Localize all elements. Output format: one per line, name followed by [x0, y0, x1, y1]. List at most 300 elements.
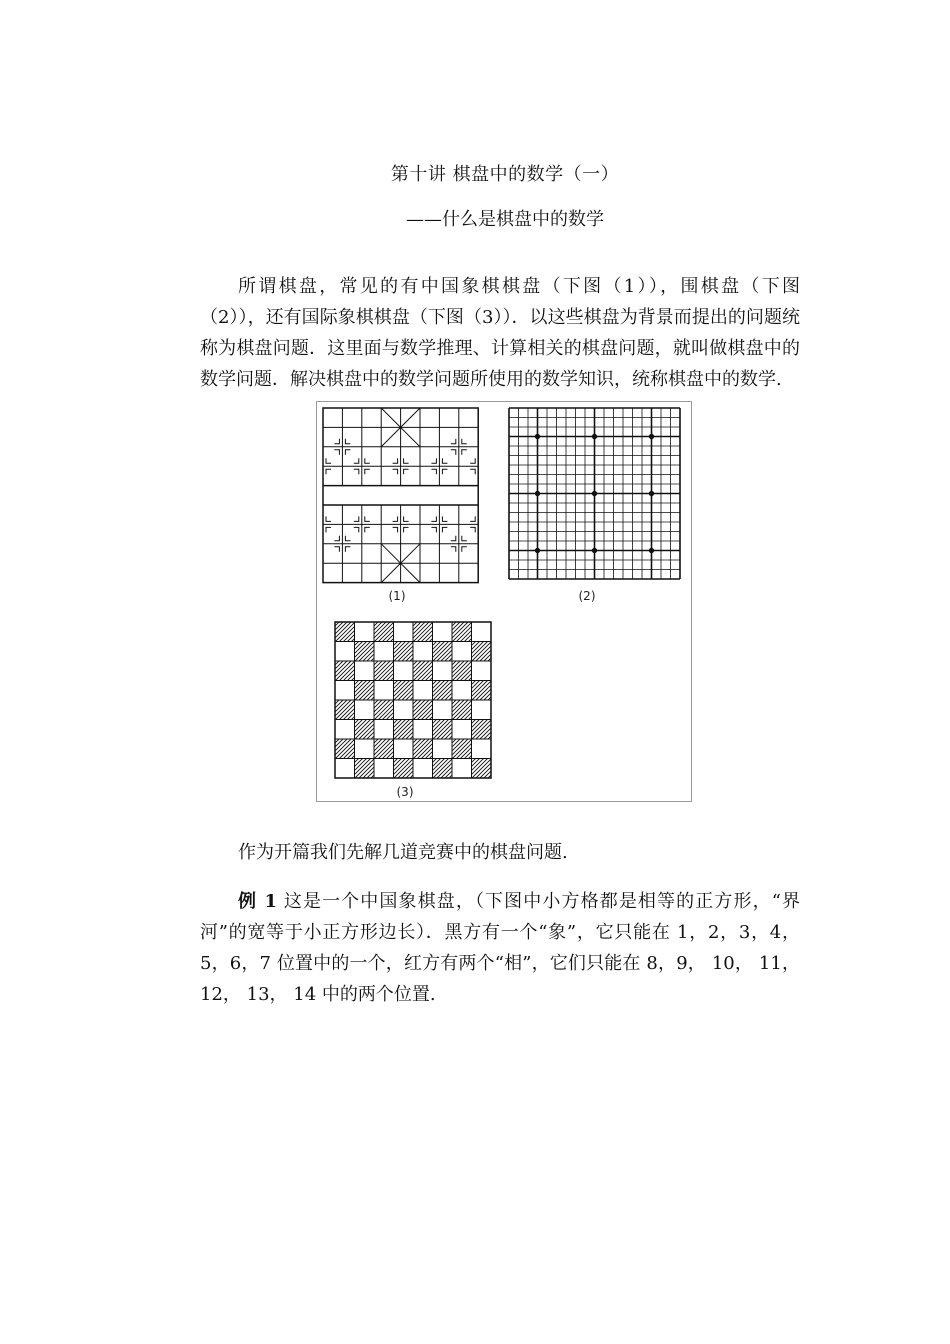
go-star-point	[592, 434, 596, 438]
chess-hatch-line	[363, 700, 383, 720]
chess-hatch-line	[468, 681, 488, 701]
chess-hatch-line	[414, 622, 434, 642]
chess-hatch-line	[398, 720, 418, 740]
chess-hatch-line	[347, 720, 367, 740]
chess-hatch-line	[317, 622, 335, 642]
chess-hatch-line	[429, 642, 449, 662]
chess-hatch-line	[382, 759, 402, 779]
chess-hatch-line	[406, 720, 426, 740]
chess-hatch-line	[374, 642, 394, 662]
chess-hatch-line	[394, 661, 414, 681]
chess-hatch-line	[452, 759, 472, 779]
chess-hatch-line	[453, 622, 473, 642]
chess-hatch-line	[375, 739, 395, 759]
chess-hatch-line	[465, 739, 485, 759]
chess-hatch-line	[445, 720, 465, 740]
chess-hatch-line	[371, 739, 391, 759]
chess-hatch	[433, 622, 489, 642]
xiangqi-marker	[365, 469, 370, 474]
go-star-point	[649, 434, 653, 438]
chess-hatch-line	[433, 720, 453, 740]
chess-hatch-line	[363, 681, 383, 701]
chess-hatch-line	[449, 700, 469, 720]
xiangqi-marker	[470, 527, 475, 532]
chess-hatch-line	[379, 622, 399, 642]
chess-hatch-line	[484, 759, 504, 779]
chess-hatch-line	[441, 759, 461, 779]
chess-hatch-line	[426, 661, 446, 681]
chess-hatch	[433, 739, 489, 759]
chess-hatch-line	[383, 661, 403, 681]
chess-hatch-line	[378, 642, 398, 662]
chess-hatch	[452, 681, 508, 701]
chess-hatch-line	[413, 759, 433, 779]
chess-hatch	[452, 759, 508, 779]
chess-hatch-line	[351, 759, 371, 779]
caption-1: (1)	[388, 589, 406, 603]
xiangqi-marker	[354, 516, 359, 521]
go-star-point	[535, 491, 539, 495]
xiangqi-marker	[334, 450, 339, 455]
chess-hatch-line	[433, 642, 453, 662]
chess-hatch-line	[437, 720, 457, 740]
chess-hatch-line	[406, 700, 426, 720]
xiangqi-marker	[431, 516, 436, 521]
chess-hatch-line	[413, 681, 433, 701]
chess-hatch-line	[402, 661, 422, 681]
chess-hatch-line	[460, 642, 480, 662]
chess-hatch-line	[386, 759, 406, 779]
chess-hatch-line	[363, 642, 383, 662]
chess-hatch-line	[359, 642, 379, 662]
chess-hatch-line	[425, 759, 445, 779]
chess-hatch-line	[378, 720, 398, 740]
chess-hatch-line	[480, 681, 500, 701]
chess-hatch-line	[480, 759, 500, 779]
chess-hatch-line	[402, 739, 422, 759]
chess-hatch-line	[417, 681, 437, 701]
chess-hatch-line	[480, 642, 500, 662]
chess-hatch-line	[472, 759, 492, 779]
xiangqi-marker	[326, 527, 331, 532]
chess-hatch	[394, 661, 450, 681]
chess-hatch-line	[429, 759, 449, 779]
chess-hatch-line	[421, 642, 441, 662]
chess-hatch-line	[386, 681, 406, 701]
chess-hatch-line	[422, 739, 442, 759]
chess-hatch-line	[363, 622, 383, 642]
chess-hatch-line	[468, 720, 488, 740]
xiangqi-marker	[442, 458, 447, 463]
xiangqi-marker	[354, 458, 359, 463]
xiangqi-marker	[365, 516, 370, 521]
chess-hatch-line	[363, 739, 383, 759]
chess-hatch-line	[343, 681, 363, 701]
chess-hatch-line	[344, 700, 364, 720]
chess-hatch-line	[336, 700, 356, 720]
chess-hatch-line	[460, 759, 480, 779]
chess-hatch-line	[406, 622, 426, 642]
xiangqi-board	[323, 408, 478, 583]
chess-hatch-line	[379, 739, 399, 759]
go-star-point	[649, 548, 653, 552]
chess-hatch-line	[461, 700, 481, 720]
chess-hatch-line	[410, 622, 430, 642]
chess-hatch-line	[437, 739, 457, 759]
chess-hatch-line	[441, 622, 461, 642]
chess-hatch-line	[375, 622, 395, 642]
chess-hatch	[374, 759, 430, 779]
chess-hatch-line	[437, 661, 457, 681]
xiangqi-marker	[431, 469, 436, 474]
chess-hatch-line	[367, 739, 387, 759]
chess-hatch-line	[449, 622, 469, 642]
chess-hatch-line	[452, 720, 472, 740]
xiangqi-marker	[404, 458, 409, 463]
chess-hatch-line	[363, 720, 383, 740]
chess-hatch-line	[375, 700, 395, 720]
chess-hatch-line	[406, 739, 426, 759]
chess-hatch-line	[394, 681, 414, 701]
chess-hatch-line	[460, 681, 480, 701]
chess-hatch-line	[441, 700, 461, 720]
chess-hatch-line	[406, 661, 426, 681]
xiangqi-marker	[345, 439, 350, 444]
chess-hatch-line	[339, 720, 359, 740]
chess-hatch-line	[414, 739, 434, 759]
chess-hatch-line	[426, 622, 446, 642]
chess-hatch-line	[339, 681, 359, 701]
xiangqi-marker	[462, 450, 467, 455]
chess-hatch-line	[367, 681, 387, 701]
chess-hatch-line	[441, 661, 461, 681]
chess-hatch-line	[433, 661, 453, 681]
chess-hatch	[413, 720, 469, 740]
chess-hatch-line	[418, 622, 438, 642]
chess-hatch-line	[414, 700, 434, 720]
chess-hatch-line	[402, 642, 422, 662]
chess-hatch-line	[437, 622, 457, 642]
chess-hatch-line	[355, 720, 375, 740]
chess-hatch-line	[347, 681, 367, 701]
xiangqi-marker	[345, 450, 350, 455]
chess-hatch-line	[340, 622, 360, 642]
chess-hatch-line	[445, 739, 465, 759]
chess-hatch	[355, 622, 411, 642]
chess-hatch-line	[335, 720, 355, 740]
xiangqi-marker	[470, 516, 475, 521]
xiangqi-marker	[431, 458, 436, 463]
chess-hatch-line	[367, 700, 387, 720]
chess-hatch-line	[347, 642, 367, 662]
go-star-point	[592, 491, 596, 495]
chess-hatch-line	[394, 622, 414, 642]
chess-hatch-line	[355, 739, 375, 759]
chess-hatch-line	[335, 642, 355, 662]
chess-hatch-line	[398, 622, 418, 642]
chess-hatch-line	[433, 759, 453, 779]
chess-board	[317, 622, 508, 778]
chess-hatch-line	[394, 642, 414, 662]
chess-hatch	[413, 759, 469, 779]
chess-hatch-line	[336, 739, 356, 759]
chess-hatch-line	[398, 739, 418, 759]
xiangqi-marker	[470, 469, 475, 474]
opening-paragraph: 作为开篇我们先解几道竞赛中的棋盘问题.	[238, 842, 568, 863]
chess-hatch	[452, 720, 508, 740]
chess-hatch-line	[374, 681, 394, 701]
chess-hatch-line	[317, 661, 335, 681]
chess-hatch	[374, 681, 430, 701]
chess-hatch-line	[344, 622, 364, 642]
chess-hatch-line	[426, 700, 446, 720]
chess-hatch-line	[339, 642, 359, 662]
chess-hatch-line	[457, 700, 477, 720]
chess-hatch	[355, 700, 411, 720]
chess-hatch-line	[394, 739, 414, 759]
chess-hatch	[394, 622, 450, 642]
xiangqi-marker	[451, 547, 456, 552]
chess-hatch-line	[406, 759, 426, 779]
chess-hatch-line	[465, 661, 485, 681]
go-star-point	[535, 548, 539, 552]
chess-hatch-line	[398, 700, 418, 720]
chess-hatch-line	[340, 700, 360, 720]
chess-hatch-line	[441, 720, 461, 740]
chess-hatch-line	[382, 642, 402, 662]
chess-hatch-line	[317, 700, 335, 720]
go-star-point	[649, 491, 653, 495]
xiangqi-marker	[462, 536, 467, 541]
chess-hatch	[394, 700, 450, 720]
chess-hatch-line	[359, 739, 379, 759]
go-star-point	[535, 434, 539, 438]
chess-hatch-line	[328, 661, 348, 681]
xiangqi-marker	[365, 458, 370, 463]
chess-hatch-line	[445, 681, 465, 701]
chess-hatch-line	[387, 700, 407, 720]
chess-hatch-line	[387, 739, 407, 759]
chess-hatch-line	[429, 720, 449, 740]
chess-hatch-line	[317, 739, 335, 759]
chess-hatch-line	[339, 759, 359, 779]
chess-hatch-line	[336, 661, 356, 681]
chess-hatch-line	[336, 622, 356, 642]
xiangqi-marker	[326, 458, 331, 463]
xiangqi-marker	[393, 527, 398, 532]
xiangqi-marker	[431, 527, 436, 532]
chess-hatch-line	[413, 720, 433, 740]
chess-hatch-line	[456, 720, 476, 740]
go-board	[509, 408, 680, 579]
chess-hatch-line	[348, 661, 368, 681]
chess-hatch-line	[398, 681, 418, 701]
chess-hatch	[374, 642, 430, 662]
chess-hatch-line	[425, 681, 445, 701]
chess-hatch-line	[394, 720, 414, 740]
chess-hatch	[355, 661, 411, 681]
chess-hatch-line	[476, 642, 496, 662]
chess-hatch-line	[390, 681, 410, 701]
chess-hatch-line	[363, 759, 383, 779]
chess-hatch-line	[461, 661, 481, 681]
chess-hatch-line	[387, 622, 407, 642]
chessboard-figures-svg	[317, 402, 693, 803]
chess-hatch-line	[425, 720, 445, 740]
go-star-point	[592, 548, 596, 552]
chess-hatch-line	[355, 622, 375, 642]
chess-hatch-line	[367, 720, 387, 740]
chess-hatch-line	[363, 661, 383, 681]
chess-hatch-line	[344, 739, 364, 759]
chess-hatch-line	[452, 642, 472, 662]
chess-hatch-line	[402, 720, 422, 740]
caption-2: (2)	[578, 589, 596, 603]
chess-hatch-line	[355, 642, 375, 662]
chess-hatch-line	[348, 739, 368, 759]
chess-hatch-line	[453, 661, 473, 681]
chess-hatch-line	[398, 661, 418, 681]
xiangqi-marker	[404, 516, 409, 521]
chess-hatch-line	[472, 642, 492, 662]
chess-hatch-line	[422, 661, 442, 681]
chess-hatch-line	[340, 739, 360, 759]
chess-hatch-line	[348, 622, 368, 642]
chess-hatch-line	[457, 739, 477, 759]
chess-hatch-line	[390, 720, 410, 740]
chess-hatch-line	[418, 739, 438, 759]
chess-hatch-line	[464, 642, 484, 662]
chess-hatch-line	[398, 642, 418, 662]
chess-hatch	[394, 739, 450, 759]
chess-hatch-line	[406, 642, 426, 662]
chess-hatch-line	[387, 661, 407, 681]
chess-hatch-line	[453, 739, 473, 759]
chess-hatch-line	[417, 642, 437, 662]
chess-hatch-line	[422, 622, 442, 642]
chess-hatch	[335, 759, 391, 779]
chess-hatch-line	[433, 622, 453, 642]
chess-hatch-line	[320, 622, 340, 642]
xiangqi-marker	[404, 469, 409, 474]
chess-hatch-line	[425, 642, 445, 662]
chess-hatch-line	[335, 759, 355, 779]
chess-hatch	[413, 642, 469, 662]
xiangqi-marker	[442, 469, 447, 474]
chess-hatch-line	[344, 661, 364, 681]
chess-hatch-line	[465, 622, 485, 642]
xiangqi-marker	[404, 527, 409, 532]
chess-hatch-line	[464, 759, 484, 779]
chess-hatch-line	[348, 700, 368, 720]
chess-hatch-line	[343, 720, 363, 740]
chess-hatch-line	[449, 739, 469, 759]
chess-hatch-line	[476, 720, 496, 740]
chess-hatch-line	[480, 720, 500, 740]
chess-hatch-line	[320, 661, 340, 681]
xiangqi-marker	[334, 536, 339, 541]
chess-hatch-line	[457, 661, 477, 681]
chess-hatch-line	[441, 739, 461, 759]
chess-hatch-line	[386, 642, 406, 662]
chess-hatch-line	[355, 661, 375, 681]
chess-hatch-line	[402, 700, 422, 720]
chess-hatch-line	[335, 681, 355, 701]
chess-hatch-line	[355, 681, 375, 701]
chess-hatch-line	[426, 739, 446, 759]
chessboard-figures	[316, 401, 692, 802]
chess-hatch-line	[445, 759, 465, 779]
chess-hatch-line	[406, 681, 426, 701]
chess-hatch-line	[456, 642, 476, 662]
chess-hatch-line	[453, 700, 473, 720]
chess-hatch-line	[324, 739, 344, 759]
chess-hatch-line	[464, 720, 484, 740]
chess-hatch	[355, 739, 411, 759]
chess-hatch	[317, 700, 371, 720]
xiangqi-marker	[365, 527, 370, 532]
chess-hatch-line	[383, 739, 403, 759]
xiangqi-marker	[451, 536, 456, 541]
chess-hatch-line	[421, 759, 441, 779]
chess-hatch-line	[484, 642, 504, 662]
xiangqi-marker	[451, 439, 456, 444]
chess-hatch-line	[328, 700, 348, 720]
chess-hatch-line	[379, 700, 399, 720]
chess-hatch-line	[320, 739, 340, 759]
chess-hatch-line	[437, 700, 457, 720]
chess-hatch-line	[351, 642, 371, 662]
chess-hatch-line	[375, 661, 395, 681]
chess-hatch-line	[347, 759, 367, 779]
chess-hatch-line	[421, 681, 441, 701]
chess-hatch-line	[433, 681, 453, 701]
chess-hatch-line	[371, 661, 391, 681]
chess-hatch-line	[379, 661, 399, 681]
chess-hatch-line	[449, 661, 469, 681]
chess-hatch-line	[320, 700, 340, 720]
xiangqi-marker	[442, 516, 447, 521]
chess-hatch-line	[452, 681, 472, 701]
chess-hatch-line	[371, 622, 391, 642]
chess-hatch-line	[437, 642, 457, 662]
chess-hatch-line	[328, 739, 348, 759]
chess-hatch	[317, 739, 371, 759]
chess-hatch-line	[390, 759, 410, 779]
chess-hatch-line	[355, 700, 375, 720]
chess-hatch-line	[484, 720, 504, 740]
chess-hatch-line	[359, 700, 379, 720]
chess-hatch-line	[382, 681, 402, 701]
chess-hatch	[433, 661, 489, 681]
chess-hatch-line	[445, 622, 465, 642]
chess-hatch-line	[456, 681, 476, 701]
chess-hatch-line	[367, 759, 387, 779]
chess-hatch-line	[468, 759, 488, 779]
chess-hatch-line	[433, 739, 453, 759]
chess-hatch-line	[476, 759, 496, 779]
page-title: 第十讲 棋盘中的数学（一）	[390, 164, 620, 185]
chess-hatch-line	[355, 759, 375, 779]
chess-hatch-line	[343, 642, 363, 662]
chess-hatch-line	[386, 720, 406, 740]
chess-hatch-line	[383, 700, 403, 720]
caption-3: (3)	[396, 785, 414, 799]
chess-hatch-line	[402, 759, 422, 779]
chess-hatch-line	[457, 622, 477, 642]
chess-hatch-line	[394, 759, 414, 779]
xiangqi-marker	[462, 547, 467, 552]
